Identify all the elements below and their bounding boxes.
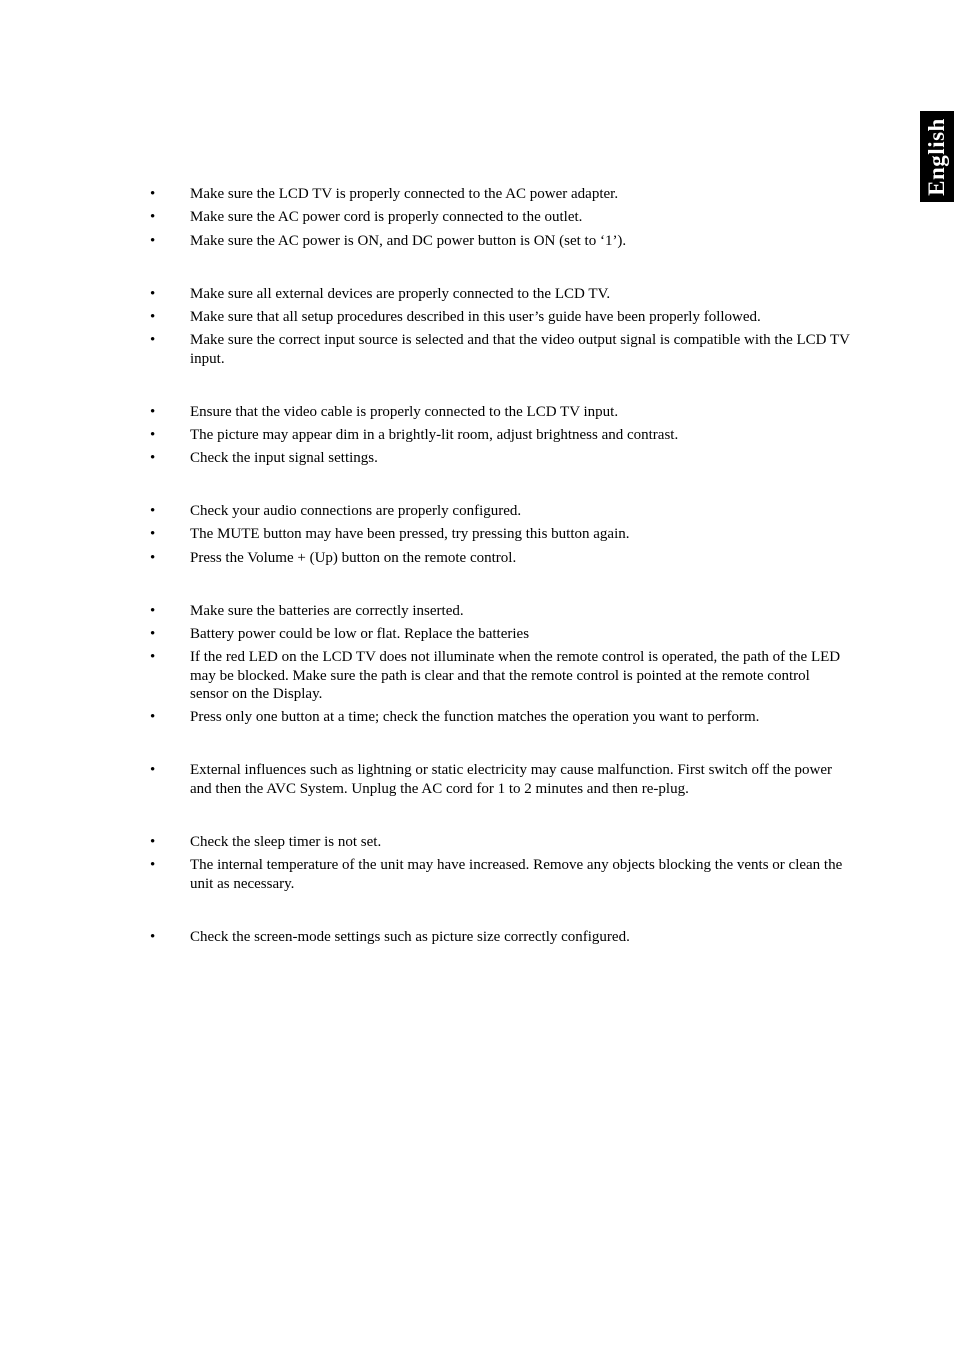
bullet-icon: • <box>150 404 156 420</box>
bullet-icon: • <box>150 857 156 873</box>
bullet-icon: • <box>150 709 156 725</box>
bullet-icon: • <box>150 286 156 302</box>
language-tab <box>920 111 954 202</box>
bullet-icon: • <box>150 550 156 566</box>
bullet-icon: • <box>150 762 156 778</box>
bullet-icon: • <box>150 186 156 202</box>
bullet-icon: • <box>150 233 156 249</box>
bullet-icon: • <box>150 450 156 466</box>
language-tab-label: English <box>924 117 949 196</box>
bullet-icon: • <box>150 503 156 519</box>
bullet-icon: • <box>150 209 156 225</box>
bullet-icon: • <box>150 526 156 542</box>
bullet-icon: • <box>150 427 156 443</box>
bullet-icon: • <box>150 649 156 665</box>
bullet-icon: • <box>150 603 156 619</box>
bullet-icon: • <box>150 929 156 945</box>
bullet-icon: • <box>150 626 156 642</box>
bullet-icon: • <box>150 309 156 325</box>
bullet-icon: • <box>150 332 156 348</box>
bullet-icon: • <box>150 834 156 850</box>
